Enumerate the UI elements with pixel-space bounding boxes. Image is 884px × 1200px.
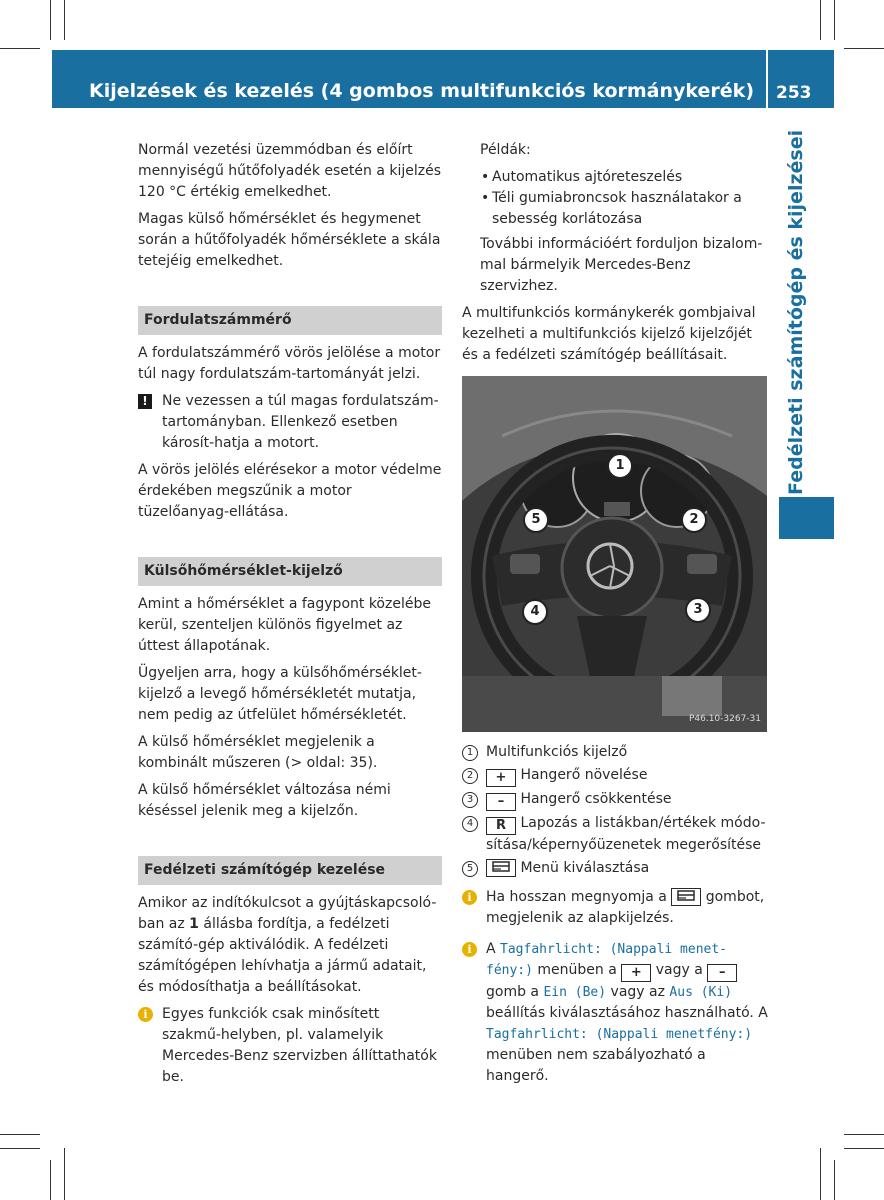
crop-mark <box>844 1134 884 1135</box>
paragraph: Ügyeljen arra, hogy a külsőhőmérséklet-kijelző a levegő hőmérsékletét mutatja, nem pedig az útfelület hőmérsékletét. <box>138 665 422 723</box>
minus-key-icon: – <box>486 793 516 811</box>
legend-number: 3 <box>462 792 478 808</box>
crop-mark <box>834 1160 835 1200</box>
paragraph: A vörös jelölés elérésekor a motor védelme érdekében megszűnik a motor tüzelőanyag-ellátása. <box>138 462 442 520</box>
minus-key-icon: – <box>707 964 737 982</box>
info-text: Egyes funkciók csak minősített szakmű-helyben, pl. valamelyik Mercedes-Benz szervizben állíttathatók be. <box>162 1006 437 1085</box>
chapter-tab-label: Fedélzeti számítógép és kijelzései <box>785 129 807 495</box>
legend-number: 4 <box>462 816 478 832</box>
bullet-list <box>462 167 768 230</box>
callout-5: 5 <box>523 507 549 533</box>
crop-mark <box>844 48 884 49</box>
section-heading: Külsőhőmérséklet-kijelző <box>138 557 442 586</box>
warning-text: Ne vezessen a túl magas fordulatszám-tartományban. Ellenkező esetben károsít-hatja a motort. <box>162 393 439 451</box>
crop-mark <box>50 0 51 40</box>
section-heading: Fordulatszámmérő <box>138 306 442 335</box>
legend-item <box>462 789 768 811</box>
chapter-marker <box>779 497 834 539</box>
menu-key-icon <box>486 859 516 877</box>
r-key-icon: R <box>486 817 516 835</box>
callout-3: 3 <box>685 597 711 623</box>
chapter-tab <box>779 129 813 495</box>
callout-2: 2 <box>681 507 707 533</box>
legend-text: Hangerő növelése <box>520 767 648 783</box>
callout-1: 1 <box>607 453 633 479</box>
warning-note <box>138 391 442 454</box>
right-column <box>462 140 768 1093</box>
legend-number: 5 <box>462 861 478 877</box>
paragraph: A külső hőmérséklet változása némi késéssel jelenik meg a kijelzőn. <box>138 782 391 819</box>
legend-text: Lapozás a listákban/értékek módo-sítása/képernyőüzenetek megerősítése <box>486 815 766 853</box>
crop-mark <box>50 1160 51 1200</box>
steering-wheel-illustration <box>462 376 767 732</box>
list-item: • Automatikus ajtóreteszelés <box>462 167 768 188</box>
paragraph: Példák: <box>480 142 531 158</box>
page-title: Kijelzések és kezelés (4 gombos multifunkciós kormánykerék) <box>89 80 754 102</box>
paragraph: További információért forduljon bizalom-mal bármelyik Mercedes-Benz szervizhez. <box>480 236 763 294</box>
plus-key-icon: + <box>621 964 651 982</box>
warning-icon: ! <box>138 394 152 409</box>
list-item: • Téli gumiabroncsok használatakor a sebesség korlátozása <box>462 188 768 230</box>
legend-text: Menü kiválasztása <box>520 860 650 876</box>
paragraph: Amint a hőmérséklet a fagypont közelébe kerül, szenteljen különös figyelmet az úttest állapotának. <box>138 596 431 654</box>
option-name: Ein (Be) <box>543 985 607 1000</box>
crop-mark <box>820 1148 821 1200</box>
paragraph: Magas külső hőmérséklet és hegymenet során a hűtőfolyadék hőmérséklete a skála tetejéig emelkedhet. <box>138 211 441 269</box>
steering-wheel-photo <box>462 376 767 732</box>
crop-mark <box>64 1148 65 1200</box>
legend-text: Multifunkciós kijelző <box>486 744 628 760</box>
crop-mark <box>834 0 835 40</box>
legend-item <box>462 858 768 879</box>
info-note: i A Tagfahrlicht: (Nappali menet-fény:) menüben a + vagy a – gomb a Ein (Be) vagy az Aus (Ki) beállítás kiválasztásához használható. A Tagfahrlicht: (Nappali menetfény:) menüben nem szabályozható a hangerő. <box>462 939 768 1087</box>
crop-mark <box>820 0 821 40</box>
option-name: Aus (Ki) <box>669 985 733 1000</box>
paragraph: Amikor az indítókulcsot a gyújtáskapcsoló-ban az 1 állásba fordítja, a fedélzeti számító-gép aktiválódik. A fedélzeti számítógépen lehívhatja a jármű adatait, és módosíthatja a beállításokat. <box>138 895 437 995</box>
crop-mark <box>64 0 65 40</box>
menu-name: Tagfahrlicht: (Nappali menetfény:) <box>486 1027 753 1042</box>
info-note: i Ha hosszan megnyomja a gombot, megjelenik az alapkijelzés. <box>462 887 768 929</box>
page-number: 253 <box>776 83 812 103</box>
page-header <box>52 50 766 108</box>
info-icon: i <box>462 942 477 957</box>
legend-number: 1 <box>462 745 478 761</box>
legend-item <box>462 813 768 856</box>
paragraph: A külső hőmérséklet megjelenik a kombinált műszeren (> oldal: 35). <box>138 734 378 771</box>
legend-item <box>462 742 768 763</box>
info-icon: i <box>462 890 477 905</box>
left-column <box>138 140 442 1094</box>
paragraph: A fordulatszámmérő vörös jelölése a motor túl nagy fordulatszám-tartományát jelzi. <box>138 345 441 382</box>
crop-mark <box>0 1134 40 1135</box>
crop-mark <box>0 48 40 49</box>
menu-key-icon <box>671 888 701 906</box>
crop-mark <box>0 1148 40 1149</box>
callout-4: 4 <box>522 599 548 625</box>
paragraph: A multifunkciós kormánykerék gombjaival kezelheti a multifunkciós kijelző kijelzőjét és a fedélzeti számítógép beállításait. <box>462 305 756 363</box>
info-icon: i <box>138 1007 153 1022</box>
legend-item <box>462 765 768 787</box>
crop-mark <box>844 1148 884 1149</box>
figure-code: P46.10-3267-31 <box>688 714 761 724</box>
plus-key-icon: + <box>486 769 516 787</box>
info-note <box>138 1004 442 1088</box>
page-number-box <box>768 50 834 108</box>
paragraph: Normál vezetési üzemmódban és előírt mennyiségű hűtőfolyadék esetén a kijelzés 120 °C értékig emelkedhet. <box>138 142 442 200</box>
section-heading: Fedélzeti számítógép kezelése <box>138 856 442 885</box>
menu-name: Tagfahrlicht: (Nappali menet-fény:) <box>486 942 728 978</box>
legend-number: 2 <box>462 768 478 784</box>
legend-text: Hangerő csökkentése <box>520 791 672 807</box>
